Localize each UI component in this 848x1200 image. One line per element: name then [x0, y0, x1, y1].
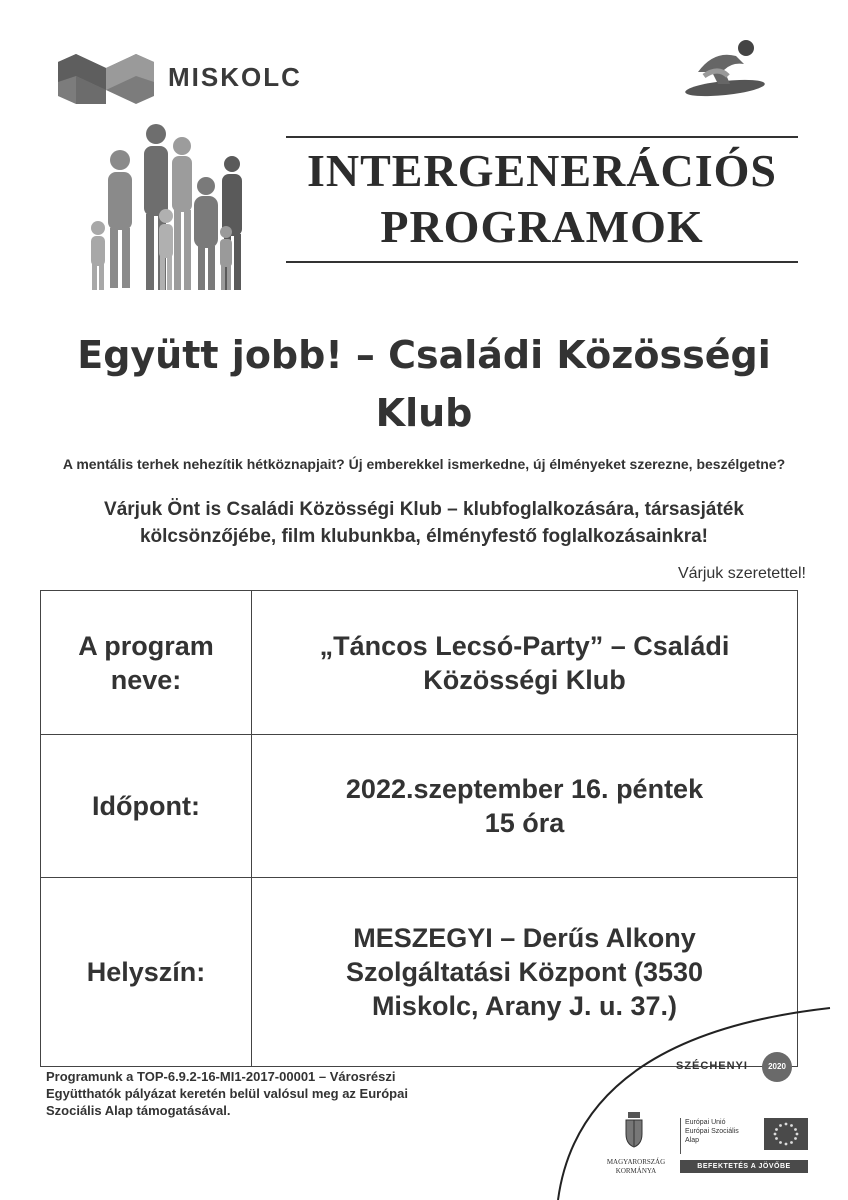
funding-note [46, 1068, 516, 1119]
value-line: Közösségi Klub [423, 664, 626, 695]
eu-line: Európai Unió [685, 1119, 726, 1126]
investment-slogan: BEFEKTETÉS A JÖVŐBE [680, 1160, 808, 1173]
snowboarder-icon [684, 36, 766, 100]
label-line: neve: [110, 664, 182, 695]
headline-line2: Klub [375, 391, 473, 435]
table-row [41, 735, 798, 878]
funding-line: Programunk a TOP-6.9.2-16-MI1-2017-00001 – Városrészi [46, 1069, 396, 1084]
banner-title-line2: PROGRAMOK [380, 201, 704, 252]
value-line: Szolgáltatási Központ (3530 [345, 957, 704, 987]
city-name: MISKOLC [168, 62, 302, 92]
value-line: Miskolc, Arany J. u. 37.) [371, 991, 678, 1021]
banner-title-line1: INTERGENERÁCIÓS [307, 145, 777, 196]
miskolc-m-logo-icon [58, 52, 154, 108]
banner-title [286, 143, 798, 255]
value-line: MESZEGYI – Derűs Alkony [353, 923, 696, 953]
funding-line: Együtthatók pályázat keretén belül valósul meg az Európai [46, 1086, 408, 1101]
event-headline [40, 326, 808, 442]
value-line: „Táncos Lecsó-Party” – Családi [319, 630, 730, 661]
invite-line2: kölcsönzőjébe, film klubunkba, élményfestő foglalkozásainkra! [139, 526, 709, 547]
title-rule-top [286, 136, 798, 138]
label-line: Helyszín: [86, 957, 206, 987]
label-line: A program [78, 630, 214, 661]
row-label [41, 591, 252, 735]
hungarian-crest-icon [624, 1112, 644, 1148]
value-line: 15 óra [484, 808, 565, 838]
value-line: 2022.szeptember 16. péntek [345, 774, 704, 804]
eu-line: Európai Szociális [685, 1128, 739, 1135]
family-group-illustration [86, 116, 256, 298]
eu-fund-label [680, 1118, 761, 1154]
row-value [252, 735, 798, 878]
table-row [41, 591, 798, 735]
label-line: Időpont: [92, 791, 200, 821]
funding-line: Szociális Alap támogatásával. [46, 1103, 231, 1118]
invitation-text [60, 496, 788, 550]
eu-line: Alap [685, 1137, 700, 1144]
headline-line1: Együtt jobb! – Családi Közösségi [77, 333, 771, 377]
szechenyi-year-badge: 2020 [762, 1052, 792, 1082]
row-value [252, 591, 798, 735]
row-label [41, 878, 252, 1067]
intro-question: A mentális terhek nehezítik hétköznapjait? Új emberekkel ismerkedne, új élményeket szerezne, beszélgetne? [62, 456, 786, 472]
welcome-note: Várjuk szeretettel! [677, 565, 806, 582]
gov-line: KORMÁNYA [615, 1167, 657, 1175]
gov-line: MAGYARORSZÁG [606, 1158, 666, 1166]
eu-flag-icon [764, 1118, 808, 1150]
invite-line1: Várjuk Önt is Családi Közösségi Klub – klubfoglalkozására, társasjáték [104, 499, 744, 520]
szechenyi-logo-text: SZÉCHENYI [676, 1060, 748, 1072]
title-rule-bottom [286, 261, 798, 263]
row-label [41, 735, 252, 878]
government-label [596, 1158, 676, 1176]
